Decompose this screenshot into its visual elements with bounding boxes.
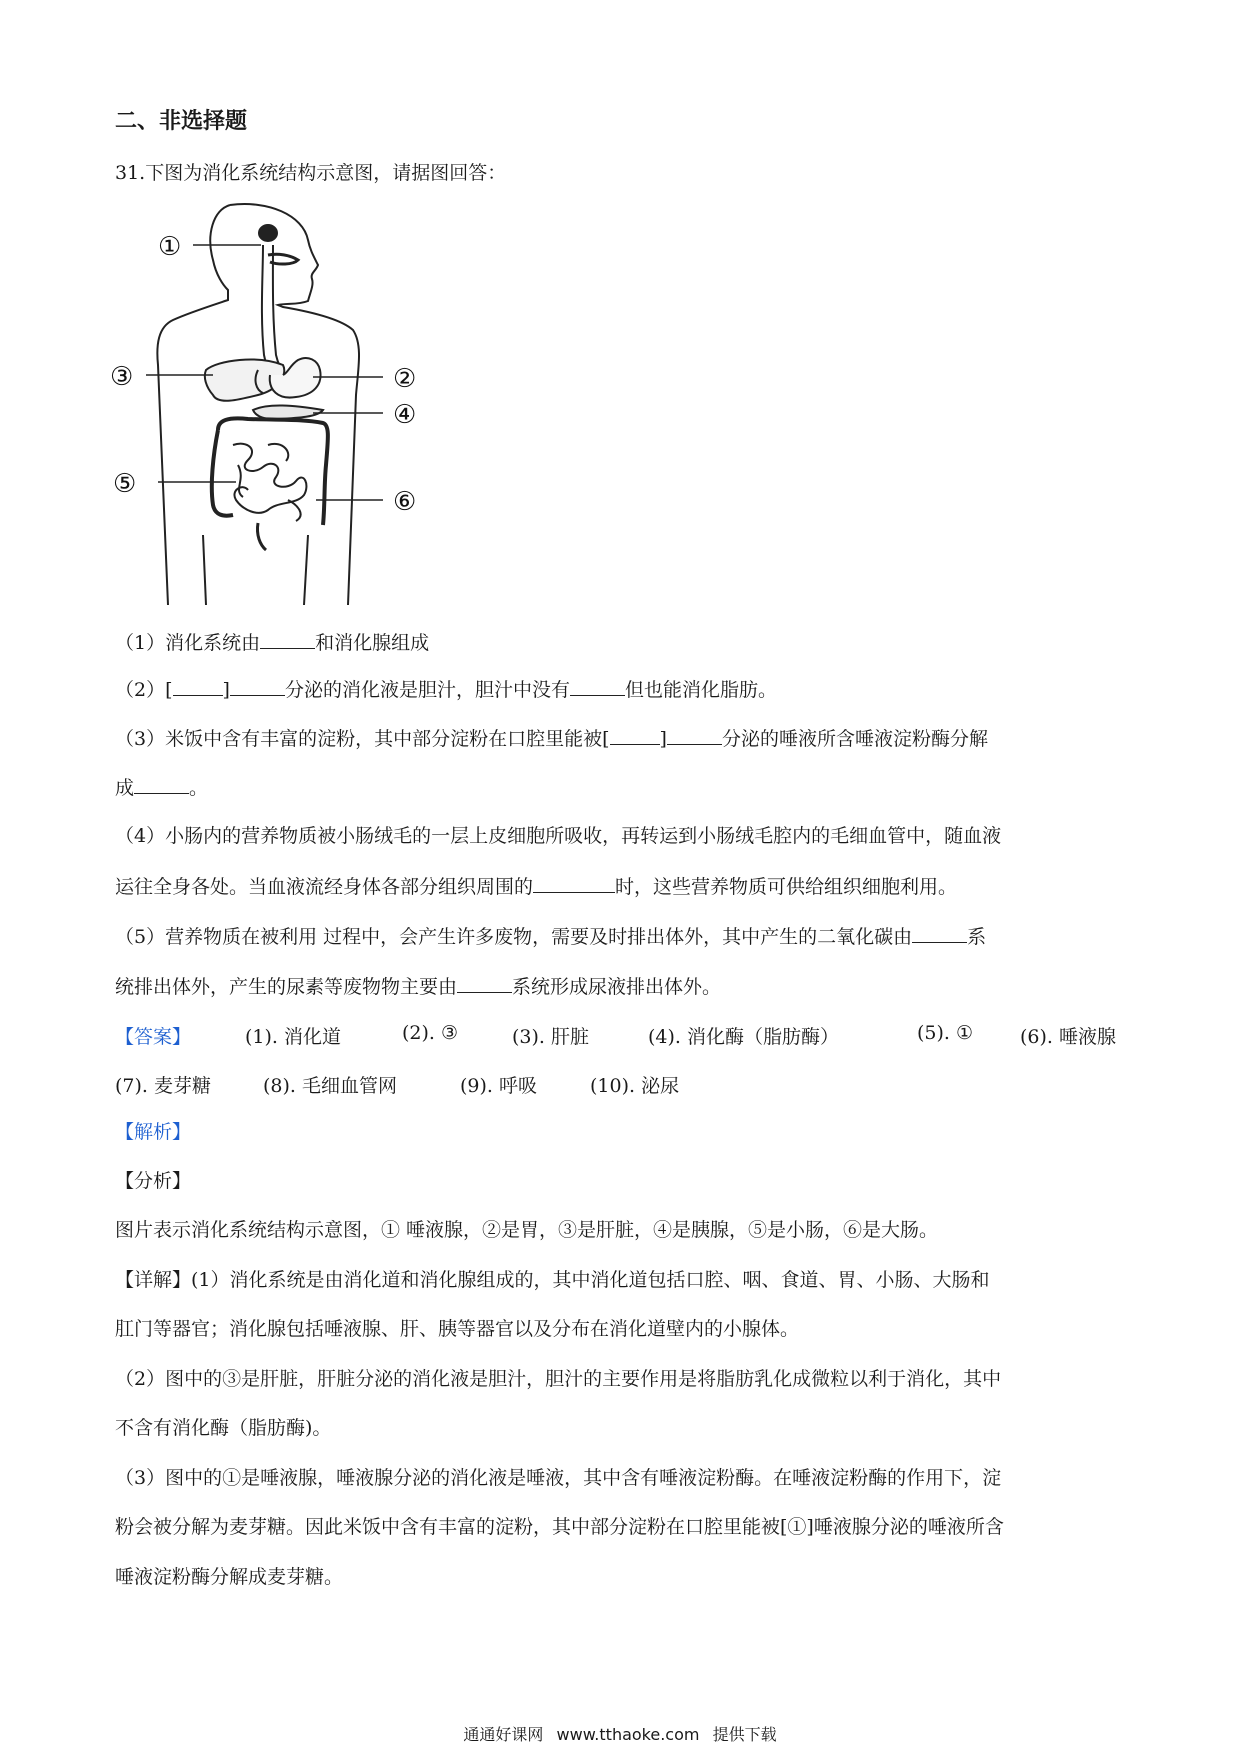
question-stem: 31.下图为消化系统结构示意图，请据图回答： <box>115 162 507 184</box>
answer-item: (1). 消化道 <box>245 1026 341 1048</box>
subquestion-1: （1）消化系统由 和消化腺组成 <box>115 628 1125 657</box>
answer-blank <box>533 872 615 893</box>
answer-blank <box>667 724 722 745</box>
digestive-system-diagram <box>110 205 498 605</box>
answer-item: (3). 肝脏 <box>512 1026 589 1048</box>
subquestion-4-line1: （4）小肠内的营养物质被小肠绒毛的一层上皮细胞所吸收，再转运到小肠绒毛腔内的毛细血管中，随血液 <box>115 825 1002 847</box>
fenxi-text: 图片表示消化系统结构示意图，① 唾液腺，②是胃，③是肝脏，④是胰腺，⑤是小肠，⑥是大肠。 <box>115 1219 939 1241</box>
detail-tag: 【详解】 <box>115 1269 192 1291</box>
subquestion-5-line1: （5）营养物质在被利用 过程中，会产生许多废物，需要及时排出体外，其中产生的二氧化碳由 系 <box>115 922 1125 951</box>
answer-blank <box>230 675 285 696</box>
answer-item: (4). 消化酶（脂肪酶） <box>648 1026 839 1048</box>
label-4: ④ <box>393 400 417 430</box>
section-title: 二、非选择题 <box>115 109 248 134</box>
answer-blank <box>134 773 189 794</box>
detail-p3-line2: 粉会被分解为麦芽糖。因此米饭中含有丰富的淀粉，其中部分淀粉在口腔里能被[①]唾液腺分泌的唾液所含 <box>115 1516 1004 1538</box>
answer-blank <box>912 922 967 943</box>
analysis-tag: 【解析】 <box>115 1121 192 1143</box>
answer-blank <box>610 724 660 745</box>
label-5: ⑤ <box>113 469 137 499</box>
footer-site: 通通好课网 <box>463 1725 544 1744</box>
label-1: ① <box>158 232 182 262</box>
detail-p2-line2: 不含有消化酶（脂肪酶)。 <box>115 1417 332 1439</box>
answer-item: (9). 呼吸 <box>460 1075 537 1097</box>
subquestion-4-line2: 运往全身各处。当血液流经身体各部分组织周围的 时，这些营养物质可供给组织细胞利用。 <box>115 872 1125 901</box>
label-2: ② <box>393 364 417 394</box>
page-footer <box>0 1722 1240 1745</box>
footer-url[interactable]: www.tthaoke.com <box>556 1725 700 1744</box>
answer-blank <box>570 675 625 696</box>
answer-blank <box>457 972 512 993</box>
detail-p1-line2: 肛门等器官；消化腺包括唾液腺、肝、胰等器官以及分布在消化道壁内的小腺体。 <box>115 1318 800 1340</box>
answer-item: (6). 唾液腺 <box>1020 1026 1116 1048</box>
body-outline <box>157 205 230 605</box>
answer-blank <box>260 628 315 649</box>
subquestion-3-line1: （3）米饭中含有丰富的淀粉，其中部分淀粉在口腔里能被[ ] 分泌的唾液所含唾液淀粉酶分解 <box>115 724 1125 753</box>
answer-item: (7). 麦芽糖 <box>115 1075 211 1097</box>
fenxi-tag: 【分析】 <box>115 1170 192 1192</box>
answer-tag: 【答案】 <box>115 1026 192 1048</box>
answer-item: (5). ① <box>917 1022 974 1044</box>
answer-item: (8). 毛细血管网 <box>263 1075 397 1097</box>
detail-p3-line3: 唾液淀粉酶分解成麦芽糖。 <box>115 1566 344 1588</box>
answer-blank <box>173 675 223 696</box>
detail-p3-line1: （3）图中的①是唾液腺，唾液腺分泌的消化液是唾液，其中含有唾液淀粉酶。在唾液淀粉酶的作用下，淀 <box>115 1467 1002 1489</box>
label-3: ③ <box>110 362 134 392</box>
subquestion-2: （2）[ ] 分泌的消化液是胆汁，胆汁中没有 但也能消化脂肪。 <box>115 675 1125 704</box>
subquestion-5-line2: 统排出体外，产生的尿素等废物物主要由 系统形成尿液排出体外。 <box>115 972 1125 1001</box>
answer-item: (2). ③ <box>402 1022 459 1044</box>
subquestion-3-line2: 成 。 <box>115 773 1125 802</box>
answer-item: (10). 泌尿 <box>590 1075 680 1097</box>
label-6: ⑥ <box>393 487 417 517</box>
footer-suffix: 提供下载 <box>712 1725 777 1744</box>
detail-p1-line1: 【详解】(1）消化系统是由消化道和消化腺组成的，其中消化道包括口腔、咽、食道、胃、小肠、大肠和 <box>115 1269 990 1291</box>
detail-p2-line1: （2）图中的③是肝脏，肝脏分泌的消化液是胆汁，胆汁的主要作用是将脂肪乳化成微粒以利于消化，其中 <box>115 1368 1002 1390</box>
